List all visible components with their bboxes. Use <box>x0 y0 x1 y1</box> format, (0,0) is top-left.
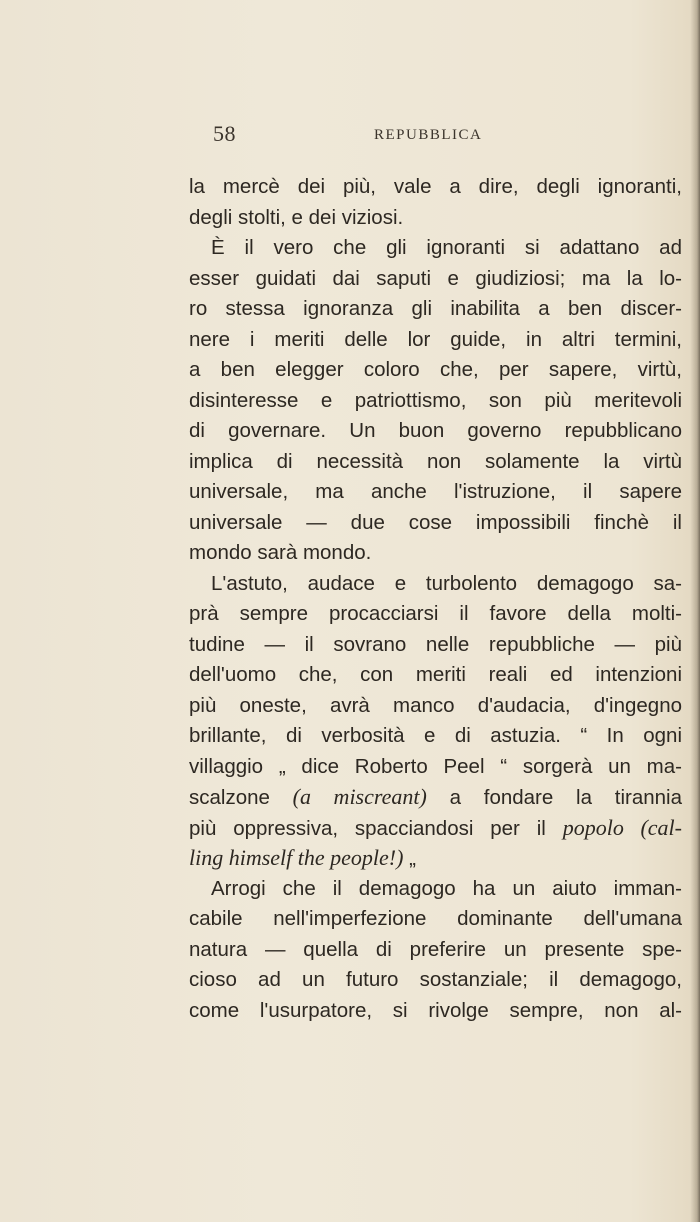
text-line: Arrogi che il demagogo ha un aiuto imman- <box>211 876 682 900</box>
text-run: più oppressiva, spacciandosi per il <box>189 816 563 840</box>
text-line: disinteresse e patriottismo, son più meritevoli <box>189 388 682 412</box>
text-line: come l'usurpatore, si rivolge sempre, non al- <box>189 998 682 1022</box>
body-text <box>189 172 682 1026</box>
text-line: prà sempre procacciarsi il favore della molti- <box>189 602 682 625</box>
running-head: REPUBBLICA <box>374 127 483 143</box>
italic-text: popolo (cal- <box>562 814 682 840</box>
text-line-mixed <box>189 782 682 813</box>
text-line: esser guidati dai saputi e giudiziosi; ma la lo- <box>189 266 682 290</box>
text-line: universale — due cose impossibili finchè il <box>189 510 682 534</box>
text-line: È il vero che gli ignoranti si adattano ad <box>211 236 682 259</box>
page-edge-shadow <box>690 0 700 1222</box>
text-line: universale, ma anche l'istruzione, il sapere <box>189 480 682 503</box>
text-line: brillante, di verbosità e di astuzia. “ In ogni <box>189 724 682 747</box>
page-number: 58 <box>213 121 236 146</box>
text-line: tudine — il sovrano nelle repubbliche — più <box>189 632 682 656</box>
text-line: cioso ad un futuro sostanziale; il demagogo, <box>189 968 682 991</box>
text-run: a fondare la tirannia <box>426 786 682 809</box>
text-line: nere i meriti delle lor guide, in altri termini, <box>189 327 682 351</box>
text-line: a ben elegger coloro che, per sapere, virtù, <box>189 358 682 381</box>
text-line: cabile nell'imperfezione dominante dell'umana <box>189 907 682 930</box>
text-line-mixed <box>189 813 682 844</box>
page-header <box>189 121 684 153</box>
text-run: scalzone <box>189 786 293 809</box>
italic-text: (a miscreant) <box>292 784 427 809</box>
text-line-mixed <box>189 843 682 874</box>
text-line: la mercè dei più, vale a dire, degli ignoranti, <box>189 175 682 198</box>
text-run: „ <box>403 847 416 870</box>
text-line: ro stessa ignoranza gli inabilita a ben discer- <box>189 297 682 320</box>
text-line: più oneste, avrà manco d'audacia, d'ingegno <box>189 693 682 717</box>
text-line: natura — quella di preferire un presente spe- <box>189 937 682 961</box>
text-line: villaggio „ dice Roberto Peel “ sorgerà un ma- <box>189 754 682 778</box>
text-line: dell'uomo che, con meriti reali ed intenzioni <box>189 663 682 686</box>
text-line: degli stolti, e dei viziosi. <box>189 205 404 229</box>
text-line: di governare. Un buon governo repubblicano <box>189 419 682 442</box>
text-line: implica di necessità non solamente la virtù <box>189 449 682 473</box>
italic-text: ling himself the people!) <box>189 845 404 870</box>
text-line: mondo sarà mondo. <box>189 541 372 564</box>
text-line: L'astuto, audace e turbolento demagogo sa- <box>211 571 682 595</box>
